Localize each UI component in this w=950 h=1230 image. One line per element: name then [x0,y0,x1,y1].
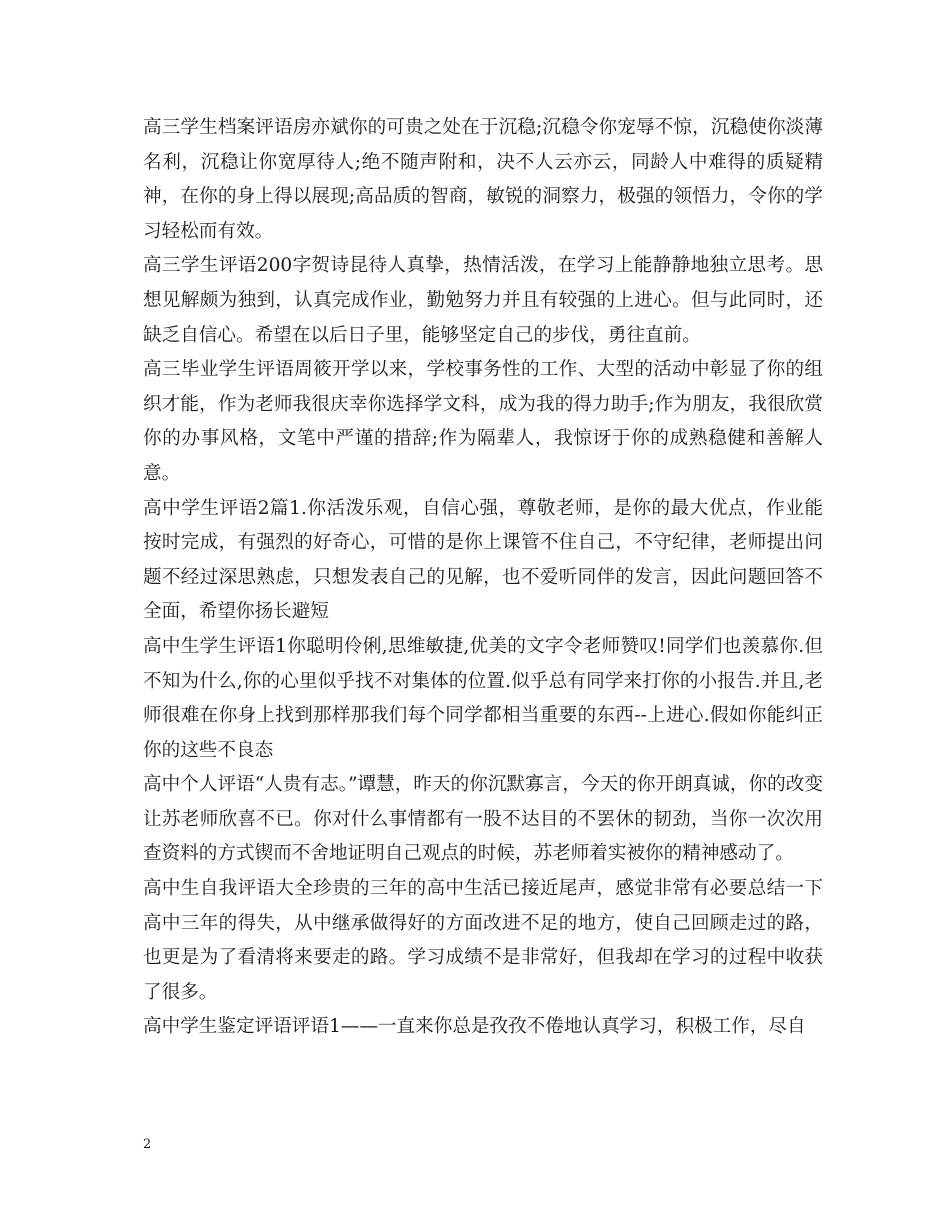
paragraph-3: 高三毕业学生评语周筱开学以来，学校事务性的工作、大型的活动中彰显了你的组织才能，作为老师我很庆幸你选择学文科，成为我的得力助手;作为朋友，我很欣赏你的办事风格，文笔中严谨的措辞;作为隔辈人，我惊讶于你的成熟稳健和善解人意。 [143,359,823,484]
paragraph-1: 高三学生档案评语房亦斌你的可贵之处在于沉稳;沉稳令你宠辱不惊，沉稳使你淡薄名利，沉稳让你宽厚待人;绝不随声附和，决不人云亦云，同龄人中难得的质疑精神，在你的身上得以展现;高品质的智商，敏锐的洞察力，极强的领悟力，令你的学习轻松而有效。 [143,117,823,242]
paragraph-7: 高中生自我评语大全珍贵的三年的高中生活已接近尾声，感觉非常有必要总结一下高中三年的得失，从中继承做得好的方面改进不足的地方，使自己回顾走过的路，也更是为了看清将来要走的路。学习成绩不是非常好，但我却在学习的过程中收获了很多。 [143,878,823,1003]
page-number: 2 [143,1137,152,1152]
paragraph-2: 高三学生评语200字贺诗昆待人真挚，热情活泼，在学习上能静静地独立思考。思想见解颇为独到，认真完成作业，勤勉努力并且有较强的上进心。但与此同时，还缺乏自信心。希望在以后日子里，能够坚定自己的步伐，勇往直前。 [143,255,823,346]
paragraph-8: 高中学生鉴定评语评语1——一直来你总是孜孜不倦地认真学习，积极工作，尽自 [143,1016,806,1038]
document-body [143,111,823,1045]
paragraph-5: 高中生学生评语1你聪明伶俐,思维敏捷,优美的文字令老师赞叹!同学们也羡慕你.但不知为什么,你的心里似乎找不对集体的位置.似乎总有同学来打你的小报告.并且,老师很难在你身上找到那样那我们每个同学都相当重要的东西--上进心.假如你能纠正你的这些不良态 [143,635,823,761]
paragraph-6: 高中个人评语“人贵有志。”谭慧，昨天的你沉默寡言，今天的你开朗真诚，你的改变让苏老师欣喜不已。你对什么事情都有一股不达目的不罢休的韧劲，当你一次次用查资料的方式锲而不舍地证明自己观点的时候，苏老师着实被你的精神感动了。 [143,774,823,865]
paragraph-4: 高中学生评语2篇1.你活泼乐观，自信心强，尊敬老师，是你的最大优点，作业能按时完成，有强烈的好奇心，可惜的是你上课管不住自己，不守纪律，老师提出问题不经过深思熟虑，只想发表自己的见解，也不爱听同伴的发言，因此问题回答不全面，希望你扬长避短 [143,497,823,623]
